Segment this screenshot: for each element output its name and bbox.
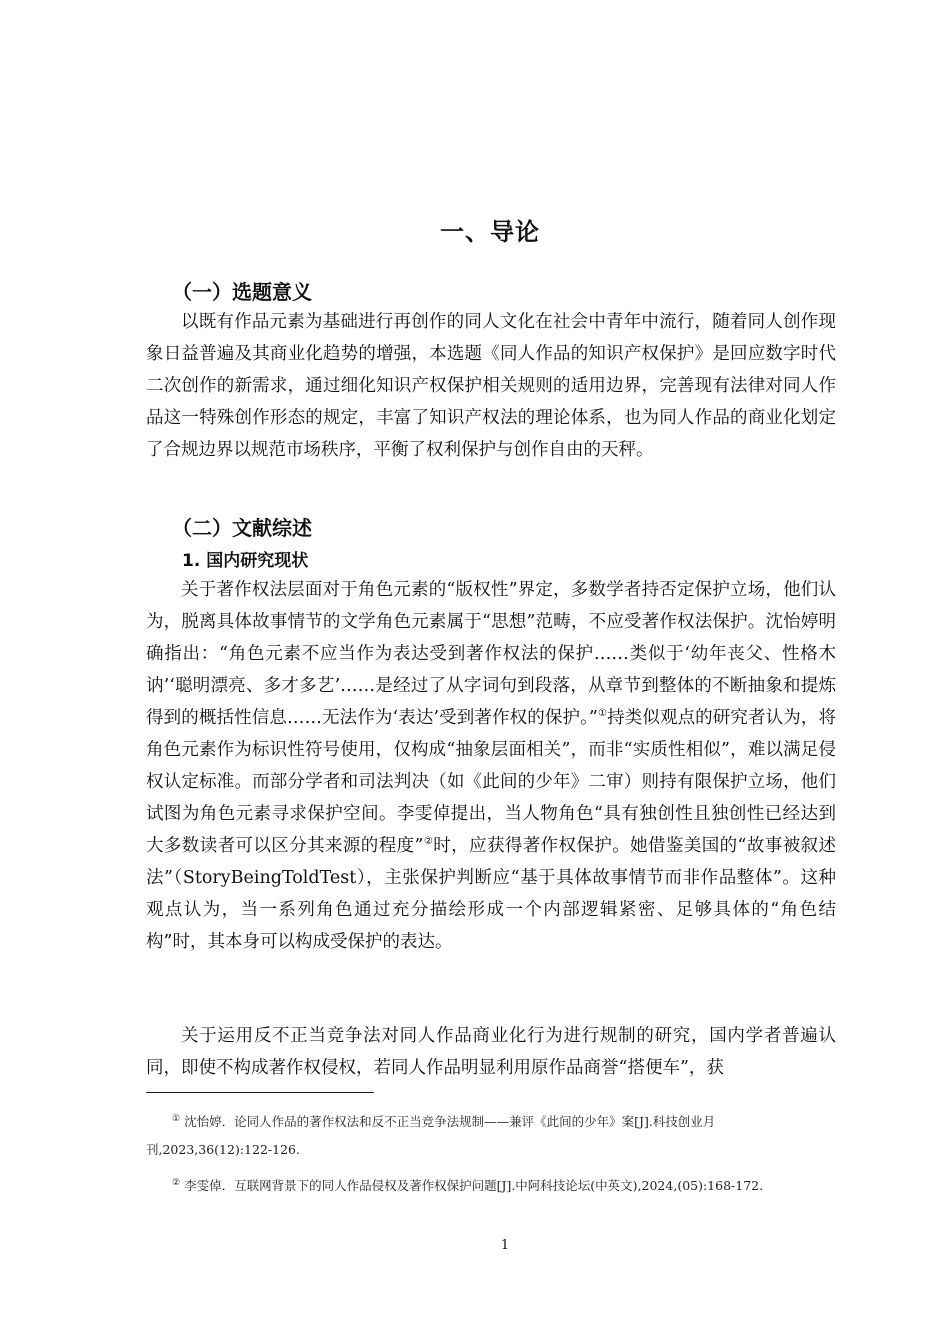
- footnote-1: [146, 1108, 836, 1164]
- section-heading-topic-significance: （一）选题意义: [172, 280, 312, 304]
- footnote-2-mark: ②: [172, 1177, 181, 1188]
- literature-paragraph-2: 关于运用反不正当竞争法对同人作品商业化行为进行规制的研究，国内学者普遍认同，即使不构成著作权侵权，若同人作品明显利用原作品商誉“搭便车”，获: [146, 1026, 836, 1078]
- literature-text-part-c: 时，应获得著作权保护。她借鉴美国的“故事被叙述法”（StoryBeingToldTest），主张保护判断应“基于具体故事情节而非作品整体”。这种观点认为，当一系列角色通过充分描绘形成一个内部逻辑紧密、足够具体的“角色结构”时，其本身可以构成受保护的表达。: [146, 836, 837, 952]
- footnote-separator: [146, 1092, 374, 1093]
- footnote-ref-1[interactable]: ①: [597, 708, 608, 720]
- literature-paragraph-1: [146, 574, 836, 958]
- footnote-2-text: 李雯倬．互联网背景下的同人作品侵权及著作权保护问题[J].中阿科技论坛(中英文),2024,(05):168-172.: [184, 1178, 764, 1193]
- footnote-1-text: 沈怡婷．论同人作品的著作权法和反不正当竞争法规制——兼评《此间的少年》案[J].科技创业月刊,2023,36(12):122-126.: [146, 1114, 716, 1157]
- topic-significance-paragraph: 以既有作品元素为基础进行再创作的同人文化在社会中青年中流行，随着同人创作现象日益普遍及其商业化趋势的增强，本选题《同人作品的知识产权保护》是回应数字时代二次创作的新需求，通过细化知识产权保护相关规则的适用边界，完善现有法律对同人作品这一特殊创作形态的规定，丰富了知识产权法的理论体系，也为同人作品的商业化划定了合规边界以规范市场秩序，平衡了权利保护与创作自由的天秤。: [146, 312, 836, 460]
- literature-text-part-b: 持类似观点的研究者认为，将角色元素作为标识性符号使用，仅构成“抽象层面相关”，而非“实质性相似”，难以满足侵权认定标准。而部分学者和司法判决（如《此间的少年》二审）则持有限保护立场，他们试图为角色元素寻求保护空间。李雯倬提出，当人物角色“具有独创性且独创性已经达到大多数读者可以区分其来源的程度”: [146, 708, 837, 856]
- footnote-1-mark: ①: [172, 1113, 181, 1124]
- subheading-domestic-research: 1. 国内研究现状: [182, 551, 309, 571]
- literature-text-part-a: 关于著作权法层面对于角色元素的“版权性”界定，多数学者持否定保护立场，他们认为，脱离具体故事情节的文学角色元素属于“思想”范畴，不应受著作权法保护。沈怡婷明确指出：“角色元素不应当作为表达受到著作权法的保护……类似于‘幼年丧父、性格木讷’‘聪明漂亮、多才多艺’……是经过了从字词句到段落，从章节到整体的不断抽象和提炼得到的概括性信息……无法作为‘表达’受到著作权的保护。”: [146, 580, 836, 728]
- footnote-ref-2[interactable]: ②: [423, 836, 434, 848]
- section-heading-literature-review: （二）文献综述: [172, 516, 312, 540]
- footnote-2: [146, 1172, 836, 1200]
- chapter-title: 一、导论: [440, 218, 540, 246]
- page-number: 1: [500, 1238, 510, 1253]
